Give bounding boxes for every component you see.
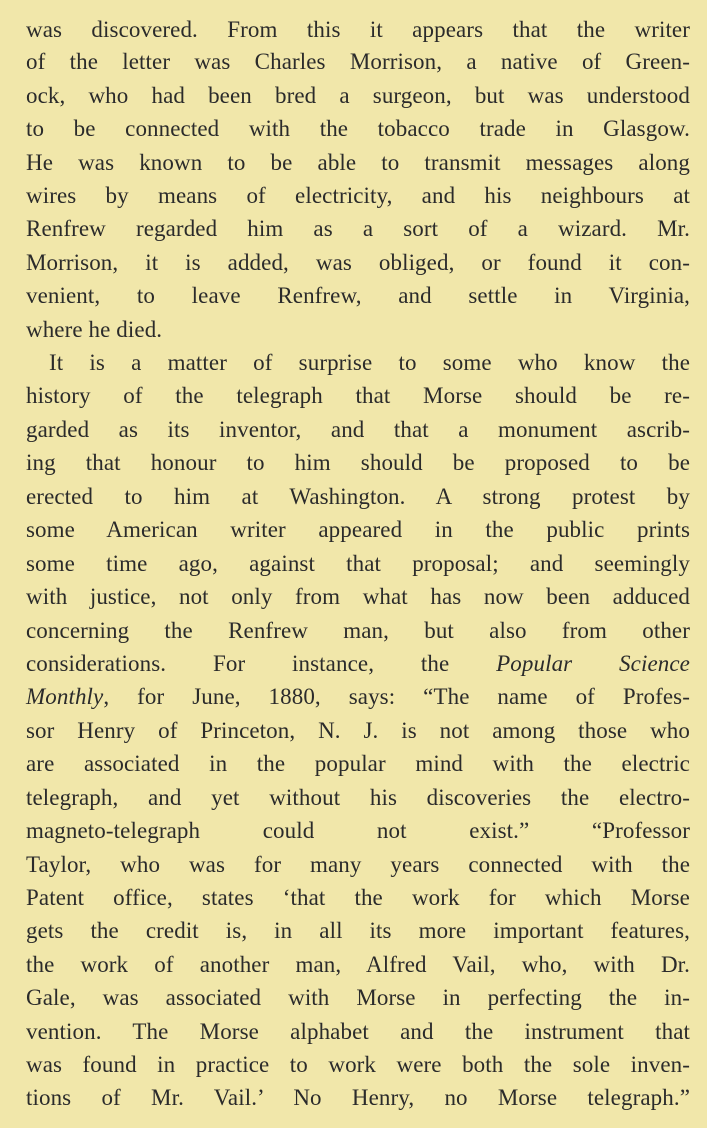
text-line: to be connected with the tobacco trade in Glasgow. [26, 116, 690, 141]
periodical-title: Monthly [26, 684, 104, 709]
periodical-title: Popular Science [496, 651, 690, 676]
text-line: was discovered. From this it appears that the writer [26, 17, 690, 42]
text-line: are associated in the popular mind with the electric [26, 751, 690, 776]
text-line: It is a matter of surprise to some who know the [49, 350, 690, 375]
text-line: of the letter was Charles Morrison, a native of Green- [26, 49, 690, 74]
text-line-with-italic-title: considerations. For instance, the Popular Science [26, 651, 690, 676]
text-line-with-italic-title: Monthly, for June, 1880, says: “The name of Profes- [26, 684, 690, 709]
text-line: was found in practice to work were both the sole inven- [26, 1052, 690, 1077]
text-line: some time ago, against that proposal; and seemingly [26, 551, 690, 576]
text-line: concerning the Renfrew man, but also from other [26, 618, 690, 643]
text-line: tions of Mr. Vail.’ No Henry, no Morse telegraph.” [26, 1085, 690, 1110]
text-line: where he died. [26, 317, 163, 342]
text-line: Morrison, it is added, was obliged, or found it con- [26, 250, 690, 275]
text-line: Patent office, states ‘that the work for which Morse [26, 885, 690, 910]
text-line: the work of another man, Alfred Vail, who, with Dr. [26, 952, 690, 977]
text-line: magneto-telegraph could not exist.” “Professor [26, 818, 690, 843]
text-line: telegraph, and yet without his discoveries the electro- [26, 785, 690, 810]
text-line: ing that honour to him should be proposed to be [26, 450, 690, 475]
text-line: erected to him at Washington. A strong protest by [26, 484, 690, 509]
text-line: Taylor, who was for many years connected with the [26, 852, 690, 877]
text-line: ock, who had been bred a surgeon, but was understood [26, 83, 690, 108]
text-line: with justice, not only from what has now been adduced [26, 584, 690, 609]
text-line: history of the telegraph that Morse should be re- [26, 383, 690, 408]
text-line: Renfrew regarded him as a sort of a wizard. Mr. [26, 216, 690, 241]
text-line: venient, to leave Renfrew, and settle in Virginia, [26, 283, 690, 308]
text-line: vention. The Morse alphabet and the instrument that [26, 1019, 690, 1044]
text-line: wires by means of electricity, and his neighbours at [26, 183, 690, 208]
text-line: some American writer appeared in the public prints [26, 517, 690, 542]
text-line: sor Henry of Princeton, N. J. is not among those who [26, 718, 690, 743]
text-line: Gale, was associated with Morse in perfecting the in- [26, 985, 690, 1010]
text-line: gets the credit is, in all its more important features, [26, 918, 690, 943]
text-line: garded as its inventor, and that a monument ascrib- [26, 417, 690, 442]
text-line: He was known to be able to transmit messages along [26, 150, 690, 175]
